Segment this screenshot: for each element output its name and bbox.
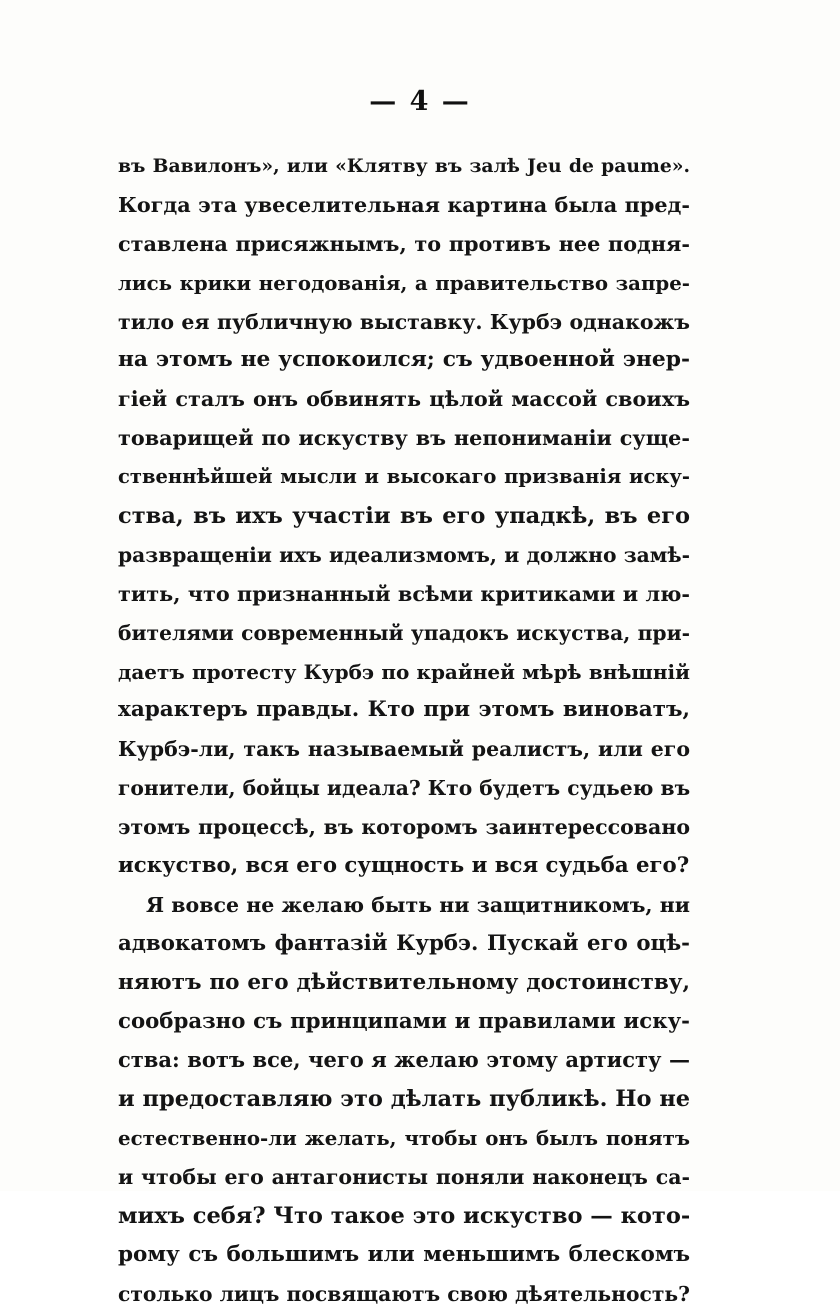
text-line: михъ себя? Что такое это искуство — кото-	[118, 1203, 690, 1230]
text-line: Я вовсе не желаю быть ни защитникомъ, ни	[146, 892, 690, 917]
text-line: бителями современный упадокъ искуства, при-	[118, 620, 690, 645]
text-line: лись крики негодованія, а правительство запре-	[118, 270, 690, 295]
text-line: ства, въ ихъ участіи въ его упадкѣ, въ его	[118, 503, 690, 530]
text-line: этомъ процессѣ, въ которомъ заинтерессовано	[118, 815, 690, 840]
text-line: тить, что признанный всѣми критиками и лю-	[118, 581, 690, 606]
text-line: рому съ большимъ или меньшимъ блескомъ	[118, 1241, 690, 1267]
text-line: няютъ по его дѣйствительному достоинству,	[118, 969, 690, 995]
text-line: даетъ протесту Курбэ по крайней мѣрѣ внѣшній	[118, 659, 690, 684]
text-line: адвокатомъ фантазій Курбэ. Пускай его оцѣ-	[118, 930, 690, 956]
text-line: тило ея публичную выставку. Курбэ однакожъ	[118, 309, 690, 334]
text-line: характеръ правды. Кто при этомъ виноватъ,	[118, 697, 690, 723]
text-line: развращеніи ихъ идеализмомъ, и должно замѣ-	[118, 542, 690, 567]
text-line: Когда эта увеселительная картина была пред-	[118, 192, 690, 217]
text-line: ставлена присяжнымъ, то противъ нее подня-	[118, 231, 690, 256]
text-line: на этомъ не успокоился; съ удвоенной энер-	[118, 347, 690, 373]
text-line: и предоставляю это дѣлать публикѣ. Но не	[118, 1086, 690, 1113]
body-text	[118, 147, 690, 1314]
text-line: гіей сталъ онъ обвинять цѣлой массой своихъ	[118, 387, 690, 412]
text-line: и чтобы его антагонисты поняли наконецъ са-	[118, 1165, 690, 1190]
text-line: естественно-ли желать, чтобы онъ былъ понятъ	[118, 1126, 690, 1151]
text-line: ственнѣйшей мысли и высокаго призванія иску-	[118, 465, 690, 489]
text-line: ства: вотъ все, чего я желаю этому артисту —	[118, 1047, 690, 1073]
text-line: сообразно съ принципами и правилами иску-	[118, 1008, 690, 1034]
text-line: Курбэ-ли, такъ называемый реалистъ, или его	[118, 737, 690, 762]
text-line: столько лицъ посвящаютъ свою дѣятельность?	[118, 1281, 690, 1306]
text-line: искуство, вся его сущность и вся судьба его?	[118, 853, 690, 879]
page-number: — 4 —	[369, 86, 471, 117]
text-line: въ Вавилонъ», или «Клятву въ залѣ Jeu de paume».	[118, 155, 690, 177]
text-line: товарищей по искуству въ непониманіи суще-	[118, 426, 690, 451]
text-line: гонители, бойцы идеала? Кто будетъ судьею въ	[118, 776, 690, 801]
